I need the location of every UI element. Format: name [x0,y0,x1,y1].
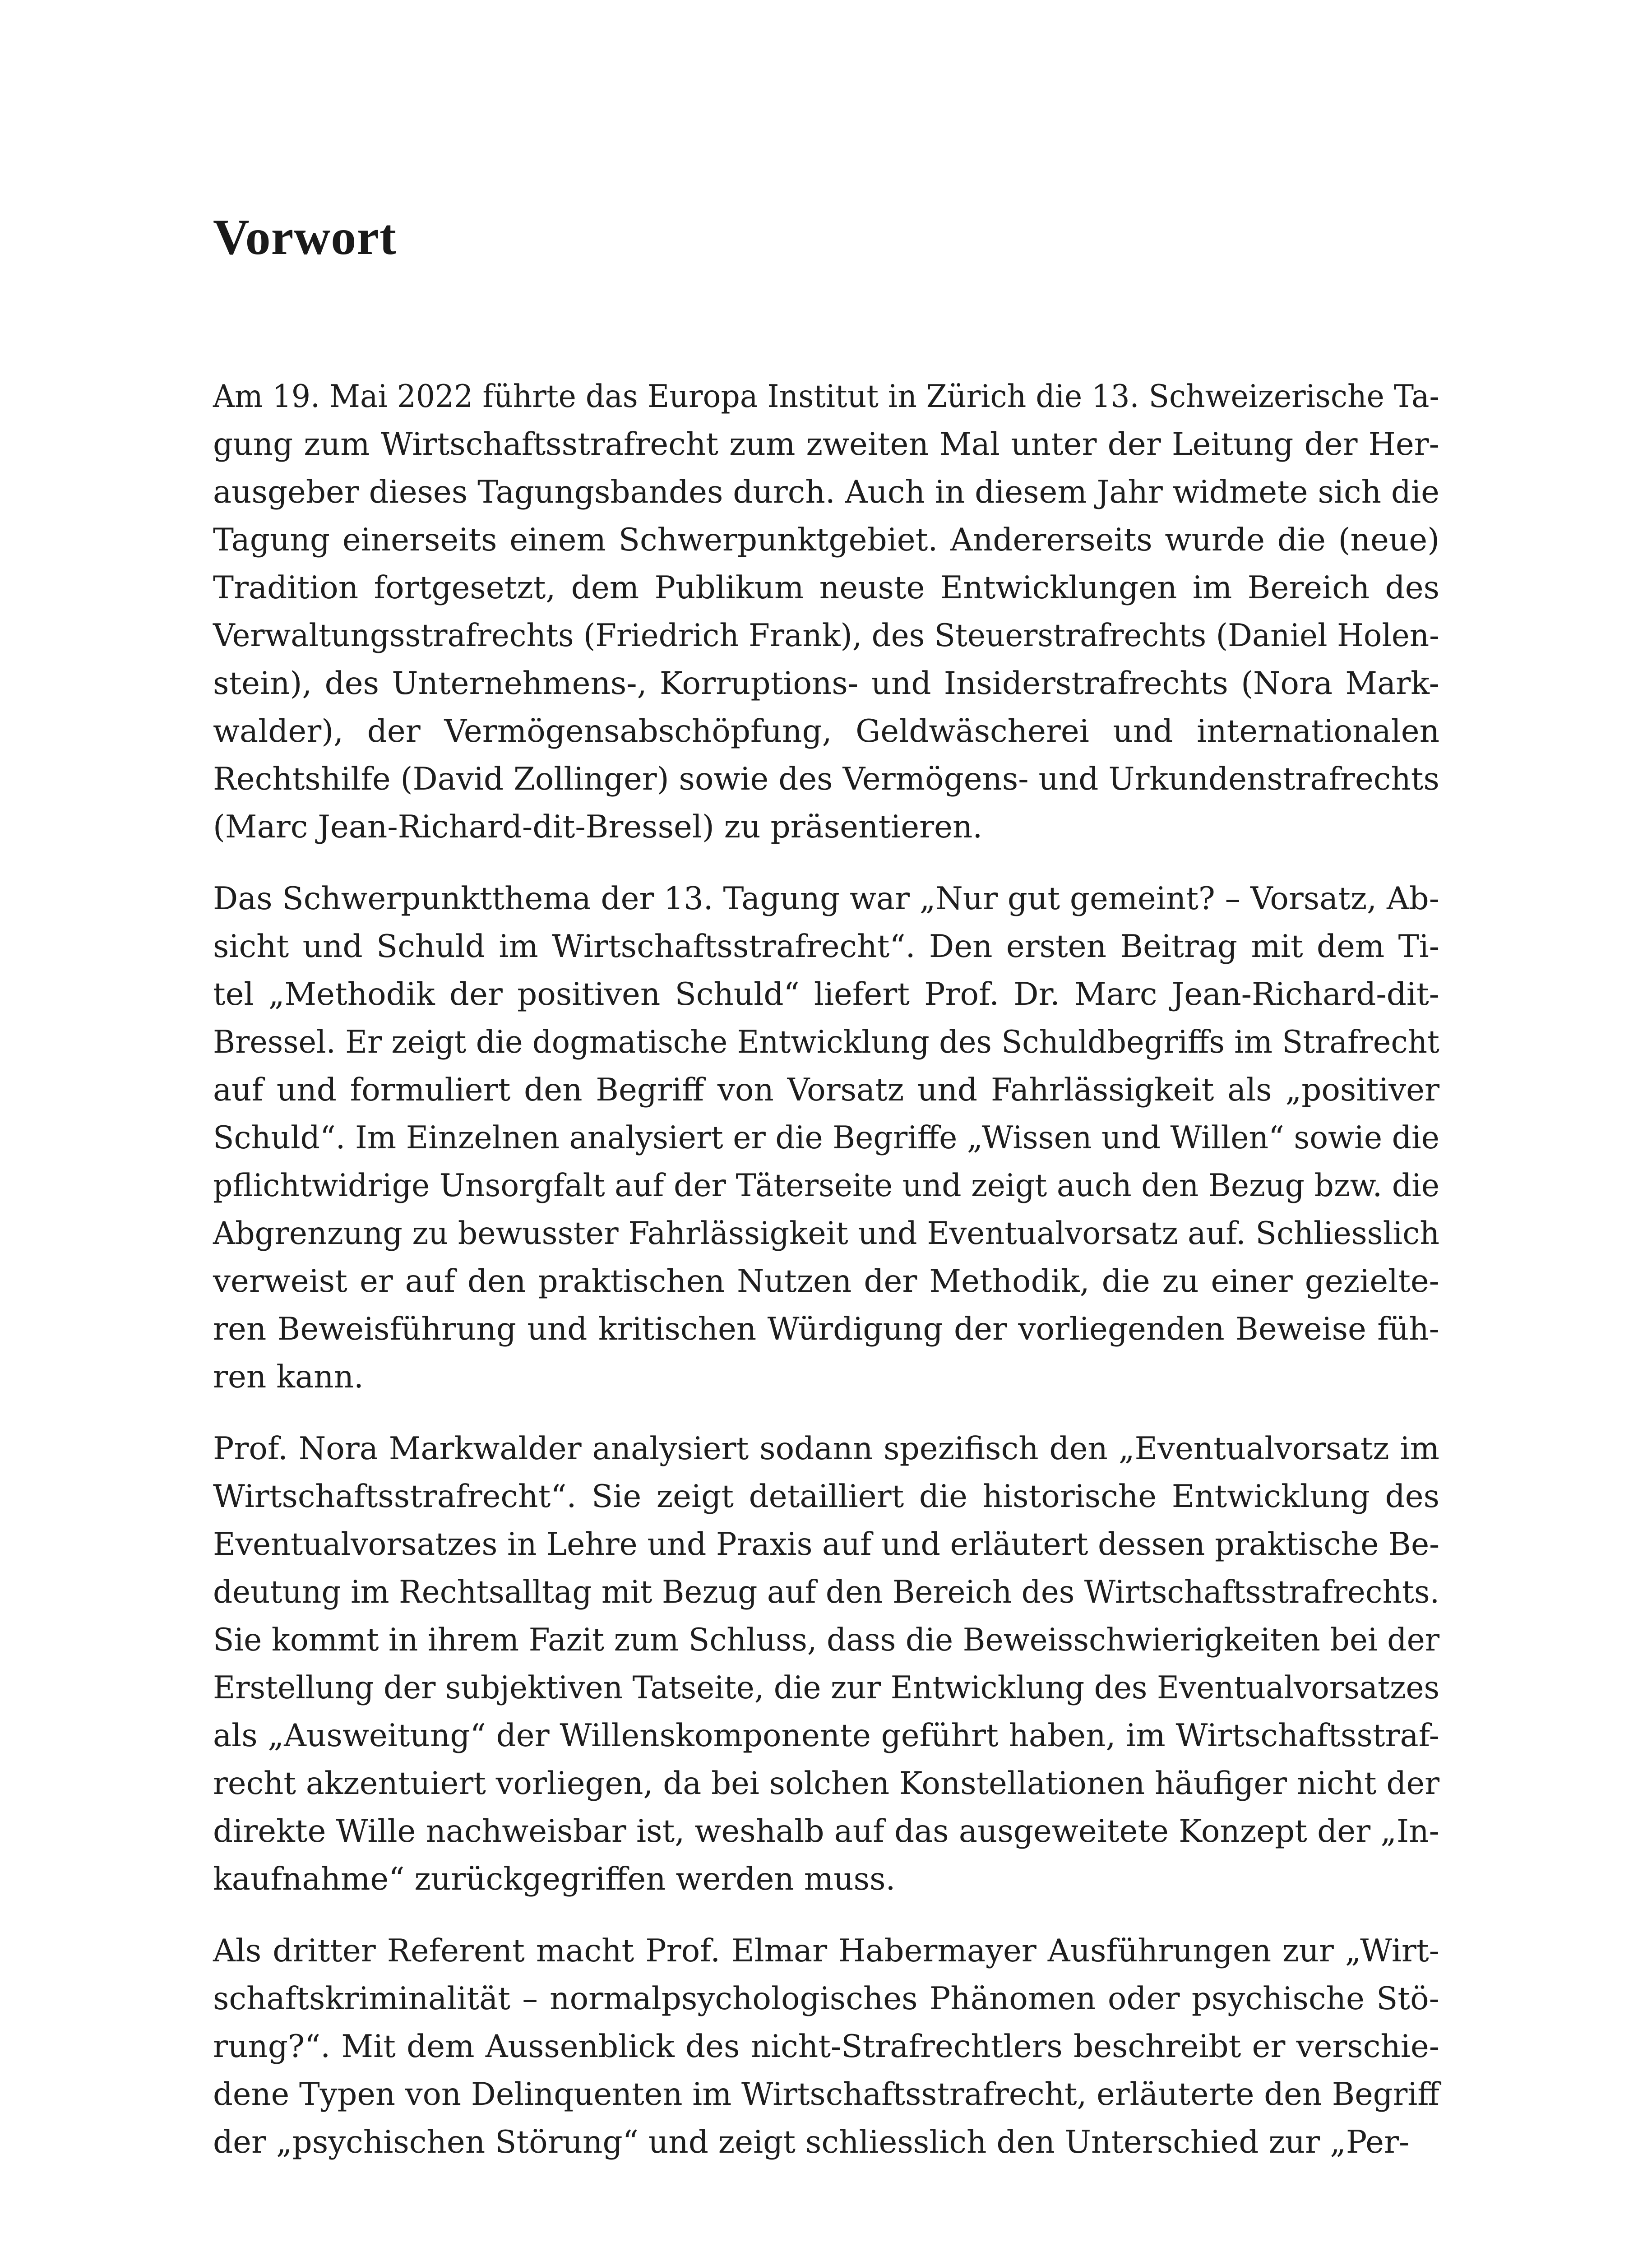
paragraph-3 [213,1425,1439,1903]
text-line: Erstellung der subjektiven Tatseite, die zur Entwicklung des Eventualvorsatzes [213,1670,1440,1706]
paragraph-2 [213,875,1439,1401]
text-line: sicht und Schuld im Wirtschaftsstrafrecht“. Den ersten Beitrag mit dem Ti- [213,929,1440,965]
text-line: walder), der Vermögensabschöpfung, Geldwäscherei und internationalen [213,713,1440,749]
text-line: ausgeber dieses Tagungsbandes durch. Auch in diesem Jahr widmete sich die [213,474,1439,510]
text-line: (Marc Jean-Richard-dit-Bressel) zu präsentieren. [213,809,983,845]
text-line: auf und formuliert den Begriff von Vorsatz und Fahrlässigkeit als „positiver [213,1072,1439,1108]
page-title: Vorwort [213,209,397,265]
text-line: pflichtwidrige Unsorgfalt auf der Täterseite und zeigt auch den Bezug bzw. die [213,1168,1440,1204]
text-line: stein), des Unternehmens-, Korruptions- und Insiderstrafrechts (Nora Mark- [213,666,1440,702]
text-line: Wirtschaftsstrafrecht“. Sie zeigt detailliert die historische Entwicklung des [213,1479,1440,1515]
text-line: ren Beweisführung und kritischen Würdigung der vorliegenden Beweise füh- [213,1311,1439,1347]
paragraph-4 [213,1927,1439,2166]
text-line: verweist er auf den praktischen Nutzen der Methodik, die zu einer gezielte- [213,1263,1439,1299]
text-line: rung?“. Mit dem Aussenblick des nicht-Strafrechtlers beschreibt er verschie- [213,2029,1440,2065]
text-line: deutung im Rechtsalltag mit Bezug auf den Bereich des Wirtschaftsstrafrechts. [213,1574,1440,1610]
text-line: ren kann. [213,1359,364,1395]
text-line: tel „Methodik der positiven Schuld“ liefert Prof. Dr. Marc Jean-Richard-dit- [213,976,1439,1012]
text-line: Verwaltungsstrafrechts (Friedrich Frank), des Steuerstrafrechts (Daniel Holen- [213,618,1439,654]
text-line: Tradition fortgesetzt, dem Publikum neuste Entwicklungen im Bereich des [213,570,1439,606]
text-line: kaufnahme“ zurückgegriffen werden muss. [213,1861,896,1897]
text-line: als „Ausweitung“ der Willenskomponente geführt haben, im Wirtschaftsstraf- [213,1718,1439,1754]
text-line: Schuld“. Im Einzelnen analysiert er die Begriffe „Wissen und Willen“ sowie die [213,1120,1439,1156]
text-line: gung zum Wirtschaftsstrafrecht zum zweiten Mal unter der Leitung der Her- [213,426,1439,462]
text-line: Am 19. Mai 2022 führte das Europa Institut in Zürich die 13. Schweizerische Ta- [213,379,1439,415]
text-line: Eventualvorsatzes in Lehre und Praxis auf und erläutert dessen praktische Be- [213,1526,1440,1563]
text-line: schaftskriminalität – normalpsychologisches Phänomen oder psychische Stö- [213,1981,1439,2017]
text-line: Abgrenzung zu bewusster Fahrlässigkeit und Eventualvorsatz auf. Schliesslich [213,1216,1440,1252]
text-line: Rechtshilfe (David Zollinger) sowie des Vermögens- und Urkundenstrafrechts [213,761,1439,797]
text-line: recht akzentuiert vorliegen, da bei solchen Konstellationen häufiger nicht der [213,1766,1440,1802]
text-line: Als dritter Referent macht Prof. Elmar Habermayer Ausführungen zur „Wirt- [213,1933,1439,1969]
text-line: Tagung einerseits einem Schwerpunktgebiet. Andererseits wurde die (neue) [213,522,1440,558]
text-line: Sie kommt in ihrem Fazit zum Schluss, dass die Beweisschwierigkeiten bei der [213,1622,1440,1658]
text-line: der „psychischen Störung“ und zeigt schliesslich den Unterschied zur „Per- [213,2124,1410,2160]
text-line: Bressel. Er zeigt die dogmatische Entwicklung des Schuldbegriffs im Strafrecht [213,1024,1439,1060]
body-text [213,373,1439,2190]
text-line: dene Typen von Delinquenten im Wirtschaftsstrafrecht, erläuterte den Begriff [213,2076,1439,2113]
paragraph-1 [213,373,1439,851]
text-line: Prof. Nora Markwalder analysiert sodann spezifisch den „Eventualvorsatz im [213,1431,1439,1467]
text-line: direkte Wille nachweisbar ist, weshalb auf das ausgeweitete Konzept der „In- [213,1813,1439,1849]
text-line: Das Schwerpunktthema der 13. Tagung war „Nur gut gemeint? – Vorsatz, Ab- [213,881,1440,917]
